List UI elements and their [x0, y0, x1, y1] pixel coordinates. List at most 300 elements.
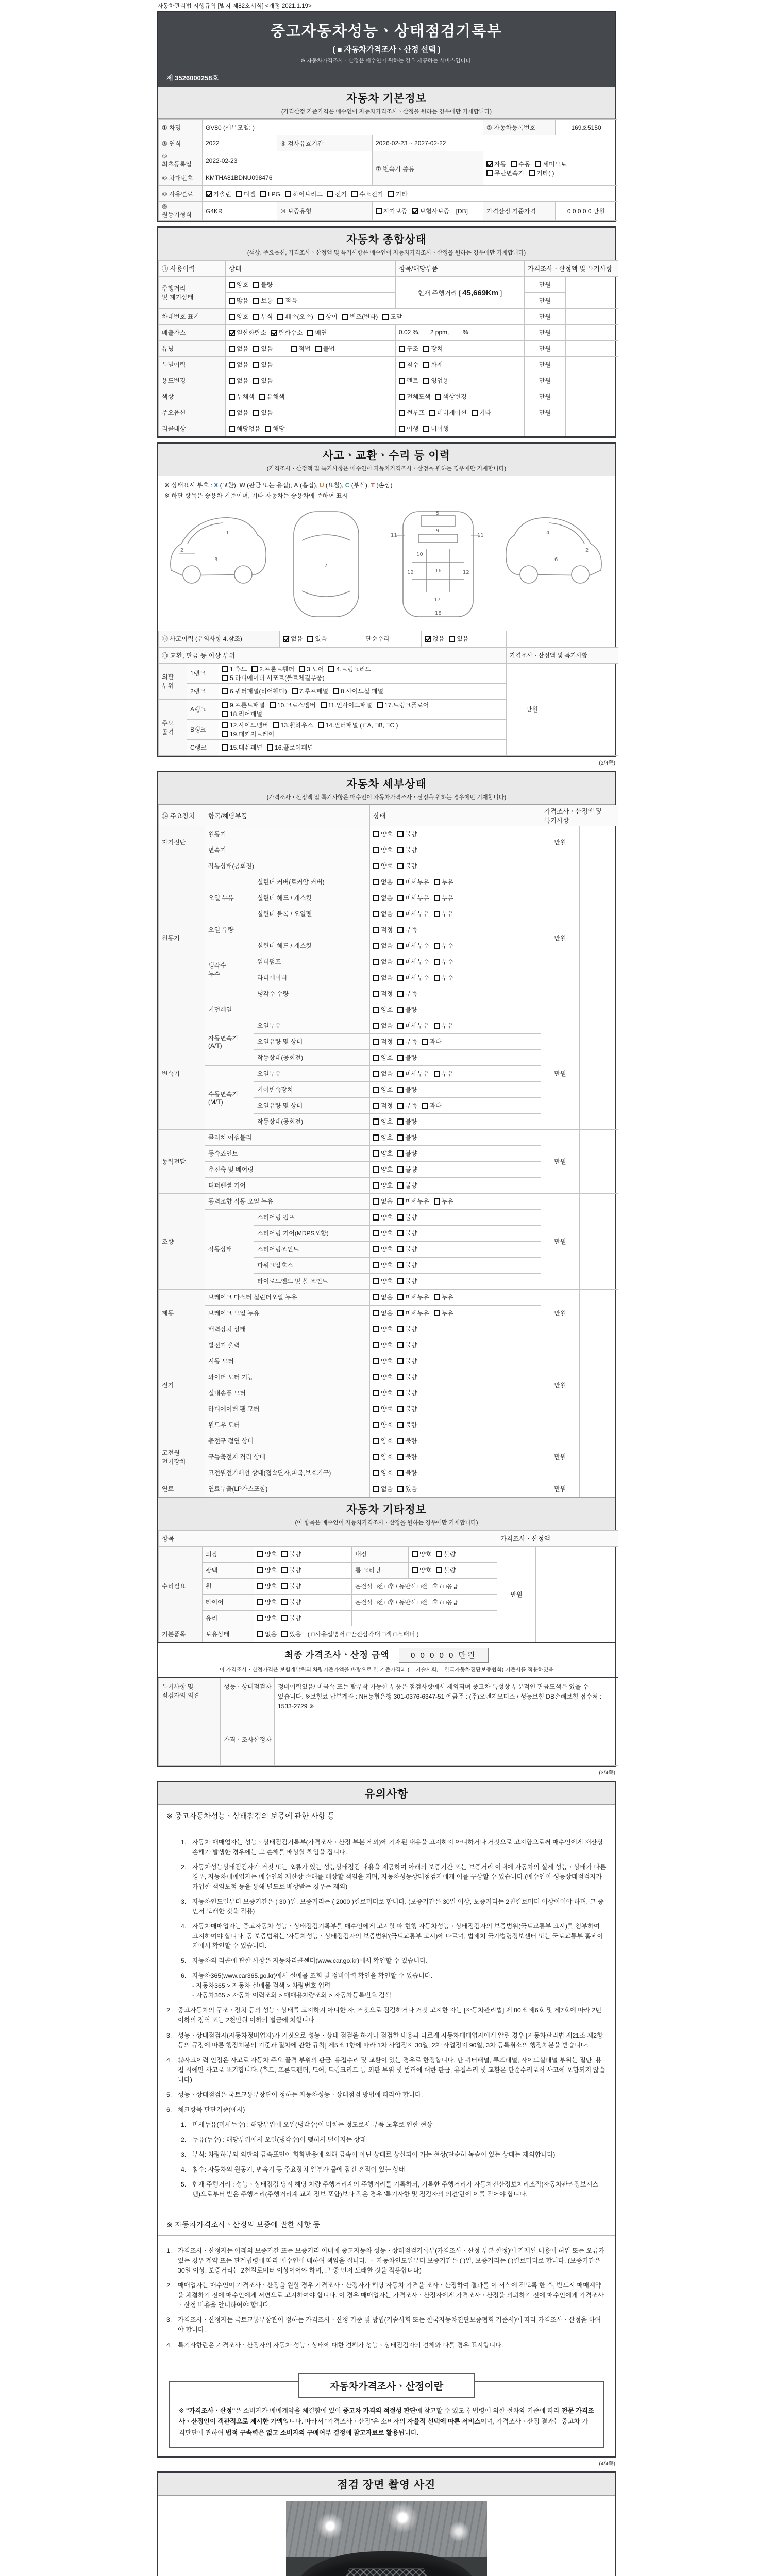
checkbox-icon[interactable]: [222, 688, 228, 694]
checkbox-option: [222, 673, 325, 682]
check-item: 윈도우 모터: [205, 1417, 370, 1433]
cell: [226, 388, 396, 404]
checkbox-icon[interactable]: [397, 1039, 404, 1045]
checkbox-icon[interactable]: [253, 410, 259, 416]
check-item: 실린더 커버(로커암 커버): [254, 874, 370, 890]
checkbox-icon[interactable]: [434, 1071, 440, 1077]
checkbox-icon[interactable]: [373, 847, 379, 853]
cell: [396, 372, 525, 388]
checkbox-icon[interactable]: [436, 1551, 442, 1557]
checkbox-icon[interactable]: [260, 191, 266, 197]
checkbox-icon[interactable]: [434, 895, 440, 901]
checkbox-icon[interactable]: [397, 943, 404, 949]
checkbox-option: [399, 360, 418, 369]
checkbox-icon[interactable]: [397, 1071, 404, 1077]
cell: ⑪ 사용이력: [159, 261, 226, 277]
checkbox-icon[interactable]: [222, 744, 228, 751]
checkbox-option: [253, 344, 273, 353]
check-item: 스티어링조인트: [254, 1241, 370, 1257]
checkbox-icon[interactable]: [397, 1454, 404, 1460]
checkbox-icon[interactable]: [397, 1262, 404, 1268]
checkbox-option: [397, 877, 429, 886]
checkbox-icon[interactable]: [397, 1390, 404, 1396]
checkbox-icon[interactable]: [535, 161, 541, 167]
checkbox-icon[interactable]: [382, 314, 389, 320]
checkbox-icon[interactable]: [373, 1182, 379, 1189]
checkbox-option: [397, 1452, 417, 1461]
checkbox-icon[interactable]: [373, 879, 379, 885]
engine-model: G4KR: [203, 202, 277, 221]
checkbox-icon[interactable]: [397, 1486, 404, 1492]
checkbox-icon[interactable]: [373, 1150, 379, 1157]
checkbox-icon[interactable]: [486, 170, 493, 176]
checkbox-icon[interactable]: [373, 1166, 379, 1173]
checkbox-option: [412, 207, 449, 215]
checkbox-icon[interactable]: [373, 991, 379, 997]
checkbox-icon[interactable]: [373, 1262, 379, 1268]
checkbox-label: 없음: [381, 910, 393, 918]
checkbox-checked-icon[interactable]: [206, 191, 212, 197]
checkbox-option: [318, 721, 398, 730]
checkbox-option: [253, 296, 273, 305]
checkbox-checked-icon[interactable]: [412, 208, 418, 214]
checkbox-icon[interactable]: [397, 1294, 404, 1300]
checkbox-icon[interactable]: [253, 314, 259, 320]
checkbox-checked-icon[interactable]: [283, 636, 289, 642]
checkbox-option: [229, 408, 248, 417]
checkbox-icon[interactable]: [373, 1358, 379, 1364]
checkbox-icon[interactable]: [399, 362, 405, 368]
checkbox-icon[interactable]: [222, 666, 228, 672]
checkbox-icon[interactable]: [397, 975, 404, 981]
cell: [409, 1562, 497, 1578]
checkbox-label: 부족: [405, 926, 417, 934]
checkbox-icon[interactable]: [229, 378, 235, 384]
checkbox-icon[interactable]: [285, 191, 291, 197]
checkbox-icon[interactable]: [257, 1583, 263, 1589]
notice-item: 5. 현재 주행거리 : 성능ㆍ상태점검 당시 해당 차량 주행거리계의 주행거리를 기록하되, 기록한 주행거리가 자동차전산정보처리조직(자동차관리정보시스템)으로부터 받은 주행거리(주행거리계 교체 정보 포함)보다 적은 경우 '특기사항 및 점검자의 의견'란에 이를 적어야 합니다.: [181, 2181, 599, 2198]
checkbox-label: 불량: [405, 1453, 417, 1461]
cell: 리콜대상: [159, 420, 226, 436]
checkbox-label: 양호: [381, 1134, 393, 1142]
checkbox-label: 누유: [441, 878, 453, 886]
checkbox-label: 미세누유: [405, 1070, 429, 1078]
checkbox-icon[interactable]: [397, 1118, 404, 1125]
checkbox-label: 양호: [381, 1262, 393, 1269]
checkbox-icon[interactable]: [373, 1198, 379, 1205]
checkbox-icon[interactable]: [423, 362, 429, 368]
checkbox-icon[interactable]: [321, 702, 327, 708]
checkbox-icon[interactable]: [257, 1567, 263, 1573]
checkbox-option: [373, 1309, 393, 1317]
doc-subtitle: ( ■ 자동차가격조사ㆍ산정 선택 ): [332, 45, 441, 54]
checkbox-icon[interactable]: [281, 1615, 288, 1621]
checkbox-icon[interactable]: [511, 161, 517, 167]
checkbox-icon[interactable]: [399, 426, 405, 432]
checkbox-option: [285, 190, 323, 198]
checkbox-icon[interactable]: [291, 346, 297, 352]
checkbox-icon[interactable]: [397, 911, 404, 917]
checkbox-label: 3.도어: [307, 665, 324, 673]
checkbox-icon[interactable]: [397, 1422, 404, 1428]
checkbox-icon[interactable]: [307, 636, 313, 642]
checkbox-icon[interactable]: [281, 1599, 288, 1605]
checkbox-icon[interactable]: [434, 879, 440, 885]
checkbox-icon[interactable]: [373, 1310, 379, 1316]
checkbox-icon[interactable]: [397, 879, 404, 885]
price-cell: 만원: [541, 1129, 580, 1193]
checkbox-icon[interactable]: [397, 1246, 404, 1252]
checkbox-icon[interactable]: [229, 314, 235, 320]
checkbox-icon[interactable]: [399, 346, 405, 352]
check-item: 오일누유: [254, 1018, 370, 1033]
checkbox-icon[interactable]: [342, 314, 348, 320]
checkbox-option: [273, 721, 313, 730]
checkbox-icon[interactable]: [222, 702, 228, 708]
checkbox-icon[interactable]: [253, 282, 259, 288]
cell: ① 차명: [159, 120, 203, 135]
checkbox-icon[interactable]: [318, 722, 324, 728]
checkbox-option: [373, 1165, 393, 1174]
checkbox-label: 양호: [237, 313, 249, 320]
cell: [396, 341, 525, 357]
checkbox-label: 세미오토: [543, 161, 567, 168]
checkbox-icon[interactable]: [222, 711, 228, 717]
checkbox-icon[interactable]: [265, 426, 271, 432]
checkbox-icon[interactable]: [397, 1166, 404, 1173]
check-options: [370, 1481, 541, 1497]
checkbox-icon[interactable]: [435, 394, 441, 400]
checkbox-label: 훼손(오손): [285, 313, 313, 320]
check-options: [370, 1065, 541, 1081]
checkbox-icon[interactable]: [373, 1023, 379, 1029]
checkbox-icon[interactable]: [373, 1454, 379, 1460]
checkbox-icon[interactable]: [229, 410, 235, 416]
checkbox-option: [291, 344, 310, 353]
checkbox-icon[interactable]: [412, 1551, 418, 1557]
checkbox-icon[interactable]: [277, 314, 283, 320]
checkbox-option: [373, 1357, 393, 1365]
checkbox-icon[interactable]: [397, 1134, 404, 1141]
checkbox-label: 수소전기: [359, 190, 383, 198]
checkbox-icon[interactable]: [229, 426, 235, 432]
check-item: 오일유량 및 상태: [254, 1097, 370, 1113]
checkbox-icon[interactable]: [229, 282, 235, 288]
checkbox-icon[interactable]: [399, 378, 405, 384]
checkbox-icon[interactable]: [281, 1567, 288, 1573]
checkbox-icon[interactable]: [373, 1278, 379, 1284]
checkbox-icon[interactable]: [373, 1134, 379, 1141]
checkbox-icon[interactable]: [397, 1087, 404, 1093]
checkbox-icon[interactable]: [373, 1071, 379, 1077]
checkbox-icon[interactable]: [253, 362, 259, 368]
checkbox-icon[interactable]: [257, 1599, 263, 1605]
checkbox-icon[interactable]: [434, 911, 440, 917]
checkbox-icon[interactable]: [229, 362, 235, 368]
checkbox-icon[interactable]: [373, 1230, 379, 1236]
checkbox-icon[interactable]: [222, 722, 228, 728]
checkbox-icon[interactable]: [281, 1551, 288, 1557]
accident-summary-table: [158, 631, 617, 647]
checkbox-label: 양호: [265, 1551, 277, 1558]
checkbox-icon[interactable]: [397, 895, 404, 901]
checkbox-icon[interactable]: [377, 702, 383, 708]
checkbox-icon[interactable]: [222, 675, 228, 681]
remark-cell: [580, 1193, 618, 1289]
checkbox-icon[interactable]: [373, 1406, 379, 1412]
checkbox-icon[interactable]: [422, 1039, 428, 1045]
checkbox-label: 누수: [441, 958, 453, 966]
checkbox-label: 해당없음: [237, 425, 261, 432]
checkbox-icon[interactable]: [273, 722, 279, 728]
section-detail-state: [157, 771, 616, 1767]
checkbox-icon[interactable]: [436, 1567, 442, 1573]
checkbox-icon[interactable]: [422, 1103, 428, 1109]
cell: 튜닝: [159, 341, 226, 357]
checkbox-icon[interactable]: [397, 1310, 404, 1316]
checkbox-icon[interactable]: [472, 410, 478, 416]
checkbox-icon[interactable]: [434, 1294, 440, 1300]
checkbox-label: 양호: [265, 1599, 277, 1606]
basic-info-note: (가격산정 기준가격은 매수인이 자동차가격조사ㆍ산정을 원하는 경우에만 기재합니다): [281, 109, 492, 115]
page-marker-4: (4/4쪽): [599, 2460, 615, 2467]
checkbox-icon[interactable]: [423, 426, 429, 432]
checkbox-label: 기타: [395, 190, 408, 198]
checkbox-icon[interactable]: [351, 191, 358, 197]
checkbox-icon[interactable]: [397, 1198, 404, 1205]
checkbox-icon[interactable]: [328, 666, 334, 672]
checkbox-icon[interactable]: [397, 831, 404, 837]
checkbox-option: [373, 1341, 393, 1349]
checkbox-icon[interactable]: [307, 330, 313, 336]
checkbox-icon[interactable]: [373, 895, 379, 901]
checkbox-option: [376, 207, 407, 215]
checkbox-icon[interactable]: [333, 688, 339, 694]
checkbox-icon[interactable]: [373, 1326, 379, 1332]
checkbox-icon[interactable]: [434, 943, 440, 949]
checkbox-icon[interactable]: [327, 191, 333, 197]
checkbox-label: 없음: [381, 1310, 393, 1317]
checkbox-icon[interactable]: [373, 1055, 379, 1061]
checkbox-icon[interactable]: [397, 1326, 404, 1332]
checkbox-icon[interactable]: [397, 1150, 404, 1157]
checkbox-icon[interactable]: [397, 1406, 404, 1412]
check-options: [370, 1033, 541, 1049]
checkbox-label: 양호: [419, 1567, 432, 1574]
checkbox-label: 없음: [381, 878, 393, 886]
checkbox-icon[interactable]: [373, 975, 379, 981]
check-item: 발전기 출력: [205, 1337, 370, 1353]
checkbox-icon[interactable]: [397, 991, 404, 997]
checkbox-icon[interactable]: [257, 1615, 263, 1621]
price-cell: 만원: [541, 1337, 580, 1433]
checkbox-icon[interactable]: [397, 1374, 404, 1380]
checkbox-icon[interactable]: [429, 410, 435, 416]
checkbox-option: [397, 1341, 417, 1349]
cell: ② 자동차등록번호: [483, 120, 556, 135]
checkbox-icon[interactable]: [281, 1583, 288, 1589]
checkbox-icon[interactable]: [222, 731, 228, 737]
checkbox-label: 유채색: [266, 393, 285, 400]
cell: [254, 1594, 352, 1610]
checkbox-option: [436, 1566, 456, 1574]
checkbox-icon[interactable]: [397, 847, 404, 853]
checkbox-icon[interactable]: [315, 346, 322, 352]
checkbox-icon[interactable]: [373, 1087, 379, 1093]
cell: [226, 341, 396, 357]
checkbox-icon[interactable]: [373, 1422, 379, 1428]
checkbox-option: [253, 312, 273, 321]
checkbox-icon[interactable]: [449, 636, 455, 642]
checkbox-icon[interactable]: [373, 863, 379, 869]
checkbox-icon[interactable]: [399, 394, 405, 400]
notice-item: 3. 성능ㆍ상태점검자(자동차정비업자)가 거짓으로 성능ㆍ상태 점검을 하거나 점검한 내용과 다르게 자동차매매업자에게 알린 경우 [자동차관리법 제21조 제2항 등의 규정에 따른 행정처분의 기준과 절차에 관한 규칙] 제5조 1항에 따라 1차 사업정지 30일, 2차 사업정지 90일, 3차 등록취소의 행정처분을 받습니다.: [166, 2031, 603, 2049]
checkbox-icon[interactable]: [529, 170, 535, 176]
checkbox-icon[interactable]: [373, 959, 379, 965]
notice-title: 유의사항: [364, 1788, 409, 1800]
check-options: [370, 1129, 541, 1145]
checkbox-icon[interactable]: [253, 378, 259, 384]
checkbox-icon[interactable]: [397, 1470, 404, 1476]
checkbox-icon[interactable]: [281, 1631, 288, 1637]
checkbox-option: [511, 160, 530, 168]
checkbox-icon[interactable]: [229, 346, 235, 352]
checkbox-checked-icon[interactable]: [229, 330, 235, 336]
checkbox-label: 불량: [405, 846, 417, 854]
checkbox-icon[interactable]: [434, 1023, 440, 1029]
checkbox-icon[interactable]: [373, 1470, 379, 1476]
checkbox-label: 누수: [441, 974, 453, 982]
checkbox-icon[interactable]: [318, 314, 324, 320]
checkbox-icon[interactable]: [229, 394, 235, 400]
checkbox-icon[interactable]: [397, 1438, 404, 1444]
checkbox-label: 19.패키지트레이: [230, 730, 275, 738]
checkbox-icon[interactable]: [423, 346, 429, 352]
checkbox-icon[interactable]: [397, 959, 404, 965]
checkbox-icon[interactable]: [253, 298, 259, 304]
checkbox-icon[interactable]: [399, 410, 405, 416]
checkbox-icon[interactable]: [251, 666, 258, 672]
checkbox-icon[interactable]: [373, 1486, 379, 1492]
cell: [396, 404, 525, 420]
notice-item: 2. 누유(누수) : 해당부위에서 오일(냉각수)이 맺혀서 떨어지는 상태: [181, 2136, 366, 2143]
checkbox-icon[interactable]: [373, 1118, 379, 1125]
checkbox-label: 보험사보증: [419, 208, 450, 215]
notice-item: 4. ⑫사고이력 인정은 사고로 자동차 주요 골격 부위의 판금, 용접수리 및 교환이 있는 경우로 한정합니다. 단 쿼터패널, 루프패널, 사이드실패널 부위는 절단, 용접 시에만 사고로 표기합니다. (후드, 프론트펜더, 도어, 트렁크리드 등 외판 부위 및 범퍼에 대한 판금, 용접수리 및 교환은 단순수리로서 사고에 포함되지 않습니다): [166, 2056, 606, 2083]
checkbox-icon[interactable]: [373, 1294, 379, 1300]
checkbox-icon[interactable]: [257, 1631, 263, 1637]
checkbox-icon[interactable]: [373, 1039, 379, 1045]
checkbox-option: [373, 1021, 393, 1030]
checkbox-label: 구조: [407, 345, 419, 352]
checkbox-icon[interactable]: [397, 1103, 404, 1109]
checkbox-label: 무단변속기: [494, 170, 524, 177]
checkbox-option: [397, 1436, 417, 1445]
checkbox-icon[interactable]: [267, 744, 273, 751]
check-options: [370, 1337, 541, 1353]
checkbox-checked-icon[interactable]: [425, 636, 431, 642]
checkbox-icon[interactable]: [397, 1230, 404, 1236]
checkbox-icon[interactable]: [376, 208, 382, 214]
checkbox-icon[interactable]: [373, 1246, 379, 1252]
checkbox-icon[interactable]: [373, 927, 379, 933]
checkbox-icon[interactable]: [397, 1214, 404, 1221]
checkbox-icon[interactable]: [373, 1214, 379, 1221]
check-options: [370, 1369, 541, 1385]
checkbox-icon[interactable]: [397, 1342, 404, 1348]
checkbox-icon[interactable]: [412, 1567, 418, 1573]
checkbox-option: [423, 424, 449, 433]
checkbox-icon[interactable]: [373, 1374, 379, 1380]
checkbox-option: [435, 392, 466, 401]
checkbox-icon[interactable]: [397, 1007, 404, 1013]
checkbox-icon[interactable]: [397, 1055, 404, 1061]
checkbox-icon[interactable]: [397, 1023, 404, 1029]
checkbox-icon[interactable]: [299, 666, 305, 672]
checkbox-option: [307, 328, 327, 337]
checkbox-option: [318, 312, 338, 321]
checkbox-icon[interactable]: [434, 1198, 440, 1205]
checkbox-option: [373, 1101, 393, 1110]
checkbox-option: [253, 360, 273, 369]
checkbox-icon[interactable]: [253, 346, 259, 352]
checkbox-icon[interactable]: [277, 298, 283, 304]
checkbox-label: 전체도색: [407, 393, 431, 400]
checkbox-icon[interactable]: [373, 1007, 379, 1013]
checkbox-icon[interactable]: [373, 1342, 379, 1348]
checkbox-label: 불량: [444, 1567, 456, 1574]
checkbox-icon[interactable]: [397, 1278, 404, 1284]
checkbox-icon[interactable]: [397, 927, 404, 933]
checkbox-icon[interactable]: [373, 911, 379, 917]
photos-band: [158, 2473, 615, 2496]
checkbox-icon[interactable]: [434, 1310, 440, 1316]
checkbox-icon[interactable]: [373, 831, 379, 837]
checkbox-icon[interactable]: [373, 1438, 379, 1444]
cell: [566, 277, 618, 309]
checkbox-icon[interactable]: [373, 943, 379, 949]
checkbox-icon[interactable]: [292, 688, 298, 694]
checkbox-icon[interactable]: [434, 975, 440, 981]
checkbox-icon[interactable]: [397, 863, 404, 869]
checkbox-option: [373, 1484, 393, 1493]
checkbox-label: 매연: [315, 329, 327, 336]
cell: 운전석 □전 □후 / 동반석 □전 □후 / □응급: [352, 1594, 497, 1610]
cell: 타이어: [203, 1594, 254, 1610]
cell: 특기사항 및 점검자의 의견: [159, 1677, 221, 1766]
checkbox-icon[interactable]: [257, 1551, 263, 1557]
checkbox-option: [397, 1101, 417, 1110]
checkbox-icon[interactable]: [397, 1182, 404, 1189]
cell: [226, 372, 396, 388]
checkbox-option: [373, 829, 393, 838]
checkbox-checked-icon[interactable]: [486, 161, 493, 167]
cell: [226, 404, 396, 420]
checkbox-checked-icon[interactable]: [271, 330, 277, 336]
checkbox-icon[interactable]: [423, 378, 429, 384]
checkbox-icon[interactable]: [259, 394, 265, 400]
checkbox-icon[interactable]: [373, 1390, 379, 1396]
checkbox-icon[interactable]: [434, 959, 440, 965]
checkbox-icon[interactable]: [229, 298, 235, 304]
check-options: [370, 842, 541, 858]
checkbox-icon[interactable]: [397, 1358, 404, 1364]
checkbox-icon[interactable]: [270, 702, 276, 708]
check-item: 변속기: [205, 842, 370, 858]
checkbox-icon[interactable]: [236, 191, 242, 197]
checkbox-icon[interactable]: [373, 1103, 379, 1109]
checkbox-icon[interactable]: [388, 191, 394, 197]
